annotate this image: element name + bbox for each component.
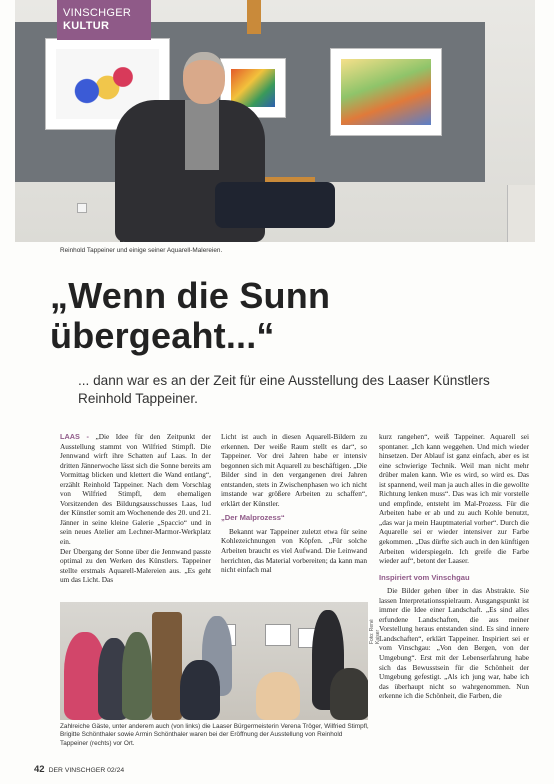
event-photo-caption: Zahlreiche Gäste, unter anderem auch (von links) die Laaser Bürgermeisterin Verena Tröger, Wilfried Stimpfl, Brigitte Schönthaler sowie Armin Schönthaler waren bei der Eröffnung der Ausstellung von Reinhold Tappeiner (rechts) vor Ort. bbox=[60, 723, 369, 747]
page-number: 42 bbox=[34, 764, 45, 775]
watercolor-painting bbox=[330, 48, 442, 136]
easel bbox=[247, 0, 261, 34]
subheadline: ... dann war es an der Zeit für eine Ausstellung des Laaser Künstlers Reinhold Tappeiner. bbox=[78, 373, 490, 406]
section-rubric bbox=[57, 0, 151, 40]
shelf bbox=[507, 185, 535, 242]
dateline: LAAS - bbox=[60, 432, 89, 441]
photo-credit: Foto: René Kaiser bbox=[369, 619, 381, 644]
guest-figure bbox=[330, 668, 368, 720]
paragraph: Licht ist auch in diesen Aquarell-Bildern zu erkennen. Der weiße Raum stellt es dar“, so Tappeiner. Vor drei Jahren habe er intensiv begonnen sich mit Aquarell zu beschäftigen. „Die Bilder sind in den vergangenen drei Jahren entstanden, stets in Zwischenphasen wo ich nicht imstande war größere Arbeiten zu schaffen“, erklärt der Künstler. bbox=[221, 432, 367, 508]
rubric-line2: KULTUR bbox=[63, 20, 110, 32]
paragraph: Bekannt war Tappeiner zuletzt etwa für seine Kohlezeichnungen von Köpfen. „Für solche Arbeiten braucht es viel Aufwand. Die Leinwand herrichten, das Material vorbereiten; da kann man nicht einfach mal bbox=[221, 526, 367, 575]
artist-figure bbox=[105, 52, 305, 242]
top-photo-caption: Reinhold Tappeiner und einige seiner Aquarell-Malereien. bbox=[60, 247, 223, 254]
paragraph: Die Bilder gehen über in das Abstrakte. Sie lassen Interpretationsspielraum. Ausgangspunkt ist immer die Idee einer Landschaft. „Es sind alles erfundene Landschaften, die aus meiner Vorstellung heraus entstanden sind. Es sind innere Landschaften“, erklärt Tappeiner. Inspiriert sei er vom Vinschgau: „Von den Bergen, von der Umgebung“. Erst mit der Lebenserfahrung habe sich das Bewusstsein für die Schönheit der Umgebung gefestigt. „Als ich jung war, habe ich das überhaupt nicht so wahrgenommen. Nun erkenne ich die Schönheit, die Farben, die bbox=[379, 586, 529, 701]
paragraph-text: „Die Idee für den Zeitpunkt der Ausstellung stammt von Wilfried Stimpfl. Die Jennwand wirft ihre Schatten auf Laas. In der dritten Jännerwoche lässt sich die Sonne bereits am Vormittag blicken und klettert die Wand entlang“, erzählt Reinhold Tappeiner. Nach dem Vorschlag von Wilfried Stimpfl, dem ehemaligen Vorsitzenden des Bildungsausschusses Laas, lud der Künstler somit am Wochenende des 20. und 21. Jänner in seine kleine Galerie „Spaccio“ und in sein neues Atelier am Lechner-Marmor-Werkplatz ein. bbox=[60, 432, 211, 547]
guest-figure bbox=[256, 672, 300, 720]
issue-label: DER VINSCHGER 02/24 bbox=[48, 767, 125, 774]
paragraph: kurz rangehen“, weiß Tappeiner. Aquarell sei spontaner. „Ich kann weggehen. Und mich wieder hinsetzen. Der Ablauf ist ganz einfach, aber es ist eine schwierige Technik. Weil man nicht mehr drüber malen kann. Wie es wird, so wird es. Das ist spannend, weil man ja auch alles in die gewollte Richtung lenken muss“. Das was ich mir vorstelle und empfinde, entsteht im Mal-Prozess. Für die Arbeiten habe er ab und zu auch Kohle benutzt, „das war ja mein Hauptmaterial vorher“. Durch die Aquarelle sei er wieder intensiver zur Farbe gekommen. „Das dürfte sich auch in den künftigen Arbeiten widerspiegeln. Ich greife die Farbe wieder auf“, betont der Laaser. bbox=[379, 432, 529, 566]
paragraph bbox=[60, 432, 211, 547]
paragraph: Der Übergang der Sonne über die Jennwand passte optimal zu den Werken des Künstlers. Tappeiner stellte erstmals Aquarell-Malereien aus. „Es geht um das Licht. Das bbox=[60, 546, 211, 585]
guest-figure bbox=[180, 660, 220, 720]
rubric-line1: VINSCHGER bbox=[63, 7, 132, 19]
article-column-3 bbox=[379, 432, 529, 701]
page-footer bbox=[34, 764, 124, 775]
article-column-1 bbox=[60, 432, 211, 585]
guest-figure bbox=[122, 632, 152, 720]
section-heading: Inspiriert vom Vinschgau bbox=[379, 572, 470, 582]
wall-socket bbox=[77, 203, 87, 213]
framed-painting bbox=[265, 624, 291, 646]
bookshelf bbox=[152, 612, 182, 720]
section-heading: „Der Malprozess“ bbox=[221, 513, 285, 523]
headline: „Wenn die Sunn übergeaht...“ bbox=[50, 275, 331, 356]
event-photo bbox=[60, 602, 368, 720]
article-column-2 bbox=[221, 432, 367, 575]
